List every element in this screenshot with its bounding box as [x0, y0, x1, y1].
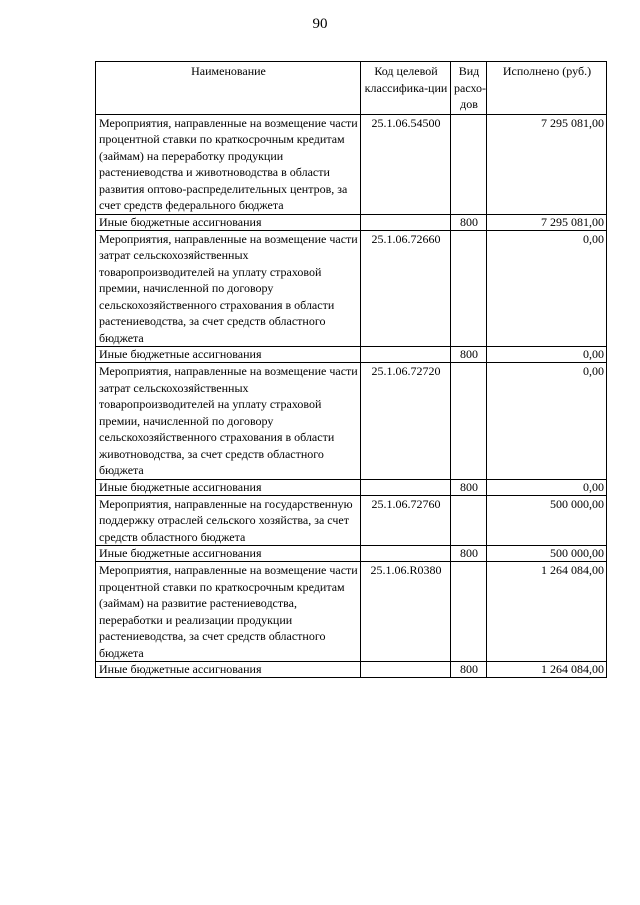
row-name: Мероприятия, направленные на возмещение части затрат сельскохозяйственных товаропроизводителей на уплату страховой премии, начисленной по договору сельскохозяйственного страхования в области животноводства, за счет средств областного бюджета	[96, 363, 361, 480]
row-type: 800	[451, 214, 487, 230]
row-code: 25.1.06.72660	[361, 230, 451, 347]
row-name: Иные бюджетные ассигнования	[96, 214, 361, 230]
row-code: 25.1.06.R0380	[361, 562, 451, 662]
row-type: 800	[451, 479, 487, 495]
row-type	[451, 230, 487, 347]
table-row	[96, 495, 607, 546]
row-sum: 1 264 084,00	[487, 662, 607, 678]
row-name: Иные бюджетные ассигнования	[96, 662, 361, 678]
row-sum: 0,00	[487, 230, 607, 347]
row-sum: 500 000,00	[487, 495, 607, 546]
row-code	[361, 214, 451, 230]
row-code	[361, 546, 451, 562]
row-name: Мероприятия, направленные на возмещение части процентной ставки по краткосрочным кредитам (займам) на переработку продукции растениеводства и животноводства в области развития оптово-распределительных центров, за счет средств федерального бюджета	[96, 114, 361, 214]
row-code: 25.1.06.72720	[361, 363, 451, 480]
row-code: 25.1.06.72760	[361, 495, 451, 546]
row-sum: 0,00	[487, 363, 607, 480]
row-name: Мероприятия, направленные на государственную поддержку отраслей сельского хозяйства, за счет средств областного бюджета	[96, 495, 361, 546]
row-type: 800	[451, 347, 487, 363]
row-type	[451, 495, 487, 546]
page-number: 90	[312, 16, 328, 32]
header-type: Вид расхо-дов	[451, 62, 487, 115]
row-name: Мероприятия, направленные на возмещение части процентной ставки по краткосрочным кредитам (займам) на развитие растениеводства, переработки и реализации продукции растениеводства, за счет средств областного бюджета	[96, 562, 361, 662]
table-row	[96, 562, 607, 662]
row-sum: 7 295 081,00	[487, 214, 607, 230]
row-sum: 0,00	[487, 347, 607, 363]
table-row	[96, 214, 607, 230]
budget-table	[95, 61, 607, 678]
row-sum: 500 000,00	[487, 546, 607, 562]
table-row	[96, 230, 607, 347]
row-name: Иные бюджетные ассигнования	[96, 347, 361, 363]
row-code	[361, 347, 451, 363]
row-type: 800	[451, 546, 487, 562]
row-code	[361, 479, 451, 495]
header-sum: Исполнено (руб.)	[487, 62, 607, 115]
table-row	[96, 347, 607, 363]
table-row	[96, 114, 607, 214]
row-name: Иные бюджетные ассигнования	[96, 546, 361, 562]
row-type	[451, 114, 487, 214]
row-name: Иные бюджетные ассигнования	[96, 479, 361, 495]
row-type: 800	[451, 662, 487, 678]
table-row	[96, 363, 607, 480]
header-name: Наименование	[96, 62, 361, 115]
row-sum: 1 264 084,00	[487, 562, 607, 662]
table-row	[96, 479, 607, 495]
row-name: Мероприятия, направленные на возмещение части затрат сельскохозяйственных товаропроизводителей на уплату страховой премии, начисленной по договору сельскохозяйственного страхования в области растениеводства, за счет средств областного бюджета	[96, 230, 361, 347]
row-code	[361, 662, 451, 678]
table-row	[96, 546, 607, 562]
table-row	[96, 662, 607, 678]
row-type	[451, 363, 487, 480]
row-sum: 0,00	[487, 479, 607, 495]
row-sum: 7 295 081,00	[487, 114, 607, 214]
row-type	[451, 562, 487, 662]
row-code: 25.1.06.54500	[361, 114, 451, 214]
header-code: Код целевой классифика-ции	[361, 62, 451, 115]
table-header-row	[96, 62, 607, 115]
